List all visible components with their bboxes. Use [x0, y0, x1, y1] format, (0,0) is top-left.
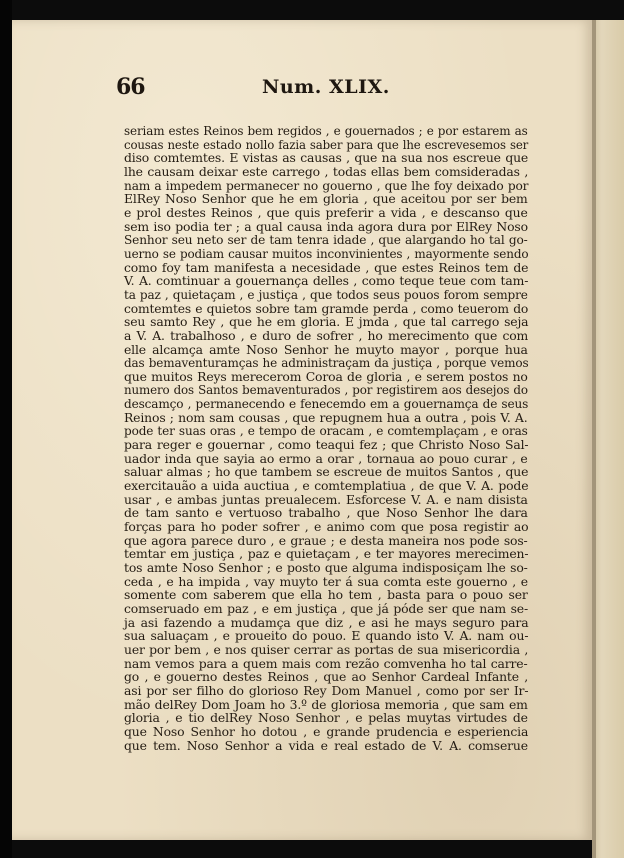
- text-line: V. A. comtinuar a gouernança delles , como teque teue com tam-: [124, 273, 529, 289]
- text-line: temtar em justiça , paz e quietaçam , e ter mayores merecimen-: [124, 546, 529, 562]
- text-line: Reinos ; nom sam cousas , que repugnem hua a outra , pois V. A.: [124, 409, 528, 425]
- text-line: de tam santo e vertuoso trabalho , que Noso Senhor lhe dara: [124, 505, 528, 521]
- text-line: elle alcamça amte Noso Senhor he muyto mayor , porque hua: [124, 341, 528, 357]
- text-line: cousas neste estado nollo fazia saber para que lhe escrevesemos ser: [124, 136, 529, 152]
- text-line: que muitos Reys merecerom Coroa de gloria , e serem postos no: [124, 368, 528, 384]
- text-line: que agora parece duro , e graue ; e desta maneira nos pode sos-: [124, 532, 528, 548]
- facing-page-edge: [592, 20, 624, 858]
- text-line: nam vemos para a quem mais com rezão comvenha ho tal carre-: [124, 655, 528, 671]
- page-gutter-shadow: [592, 20, 596, 858]
- text-line: que tem. Noso Senhor a vida e real estado de V. A. comserue: [124, 737, 528, 753]
- text-line: ja asi fazendo a mudamça que diz , e asi he mays seguro para: [124, 614, 529, 630]
- text-line: somente com saberem que ella ho tem , basta para o pouo ser: [124, 587, 528, 603]
- scanner-bezel: [0, 0, 12, 858]
- text-line: sua saluaçam , e proueito do pouo. E quando isto V. A. nam ou-: [124, 628, 529, 644]
- text-line: seriam estes Reinos bem regidos , e gouernados ; e por estarem as: [124, 123, 528, 138]
- text-line: mão delRey Dom Joam ho 3.º de gloriosa memoria , que sam em: [124, 696, 528, 712]
- text-line: gloria , e tio delRey Noso Senhor , e pelas muytas virtudes de: [124, 710, 528, 726]
- text-line: forças para ho poder sofrer , e animo com que posa registir ao: [124, 519, 529, 535]
- text-line: nam a impedem permanecer no gouerno , que lhe foy deixado por: [124, 177, 529, 193]
- text-line: que Noso Senhor ho dotou , e grande prudencia e esperiencia: [124, 723, 529, 739]
- body-text: [124, 124, 528, 752]
- text-line: uador inda que sayia ao ermo a orar , tornaua ao pouo curar , e: [124, 450, 528, 466]
- text-line: a V. A. trabalhoso , e duro de sofrer , ho merecimento que com: [124, 327, 529, 343]
- text-line: pode ter suas oras , e tempo de oracam , e comtemplaçam , e oras: [124, 423, 528, 439]
- text-line: diso comtemtes. E vistas as causas , que na sua nos escreue que: [124, 150, 529, 166]
- text-line: saluar almas ; ho que tambem se escreue de muitos Santos , que: [124, 464, 529, 480]
- text-line: go , e gouerno destes Reinos , que ao Senhor Cardeal Infante ,: [124, 669, 529, 685]
- text-line: tos amte Noso Senhor ; e posto que alguma indisposiçam lhe so-: [124, 560, 528, 575]
- text-line: uer por bem , e nos quiser cerrar as portas de sua misericordia ,: [124, 641, 529, 657]
- text-line: para reger e gouernar , como teaqui fez ; que Christo Noso Sal-: [124, 437, 529, 453]
- text-line: lhe causam deixar este carrego , todas ellas bem comsideradas ,: [124, 163, 529, 179]
- text-line: comtemtes e quietos sobre tam gramde perda , como teuerom do: [124, 300, 529, 316]
- text-line: ceda , e ha impida , vay muyto ter á sua comta este gouerno , e: [124, 573, 528, 589]
- text-line: seu samto Rey , que he em gloria. E jmda , que tal carrego seja: [124, 314, 529, 330]
- text-line: Senhor seu neto ser de tam tenra idade , que alargando ho tal go-: [124, 232, 528, 248]
- text-line: sem iso podia ter ; a qual causa inda agora dura por ElRey Noso: [124, 218, 528, 234]
- text-line: uerno se podiam causar muitos inconvinientes , mayormente sendo: [124, 245, 529, 261]
- page-header: [116, 74, 516, 114]
- text-line: comseruado em paz , e em justiça , que já póde ser que nam se-: [124, 600, 529, 616]
- text-line: e prol destes Reinos , que quis preferir a vida , e descanso que: [124, 204, 528, 220]
- text-line: exercitauão a uida auctiua , e comtemplatiua , de que V. A. pode: [124, 478, 529, 494]
- text-line: usar , e ambas juntas preualecem. Esforcese V. A. e nam disista: [124, 491, 528, 507]
- text-line: ElRey Noso Senhor que he em gloria , que aceitou por ser bem: [124, 191, 528, 207]
- text-line: descamço , permanecendo e fenecemdo em a gouernamça de seus: [124, 396, 529, 412]
- page-number: 66: [116, 74, 145, 100]
- text-line: asi por ser filho do glorioso Rey Dom Manuel , como por ser Ir-: [124, 682, 529, 698]
- text-line: como foy tam manifesta a necesidade , que estes Reinos tem de: [124, 259, 529, 275]
- text-line: ta paz , quietaçam , e justiça , que todos seus pouos forom sempre: [124, 286, 528, 302]
- text-line: das bemaventuramças he administraçam da justiça , porque vemos: [124, 355, 529, 371]
- text-line: numero dos Santos bemaventurados , por registirem aos desejos do: [124, 382, 528, 398]
- document-number-title: Num. XLIX.: [262, 76, 390, 98]
